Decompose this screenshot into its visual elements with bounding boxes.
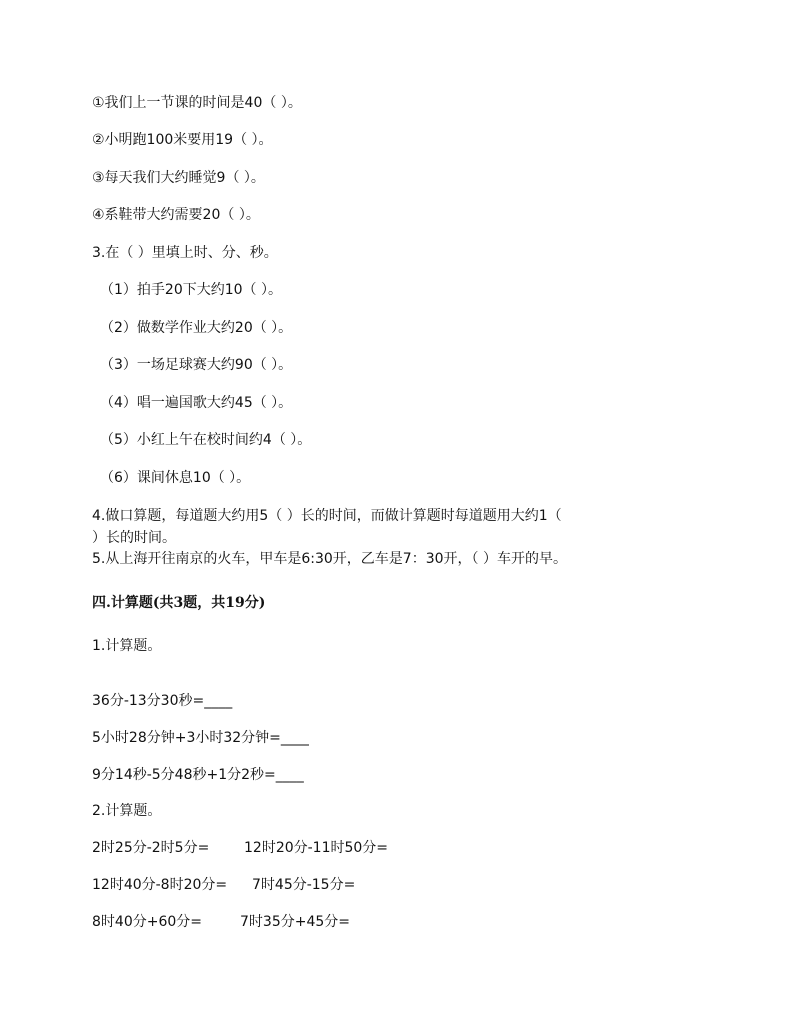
question-5: 5.从上海开往南京的火车，甲车是6:30开，乙车是7：30开，（ ）车开的早。 <box>92 551 567 567</box>
fill-item-2: ②小明跑100米要用19（ ）。 <box>92 132 273 148</box>
section-4-heading: 四.计算题(共3题，共19分) <box>92 595 266 611</box>
question-4-line-2: ）长的时间。 <box>92 530 176 546</box>
question-3-item-1: （1）拍手20下大约10（ ）。 <box>100 282 282 298</box>
calc-question-1-title: 1.计算题。 <box>92 638 162 654</box>
calc-row-2-left: 12时40分-8时20分= <box>92 877 228 893</box>
question-4-line-1: 4.做口算题，每道题大约用5（ ）长的时间，而做计算题时每道题用大约1（ <box>92 508 562 524</box>
calc-item-3: 9分14秒-5分48秒+1分2秒=____ <box>92 767 304 783</box>
question-3-item-4: （4）唱一遍国歌大约45（ ）。 <box>100 395 293 411</box>
calc-question-2-title: 2.计算题。 <box>92 803 162 819</box>
fill-item-4: ④系鞋带大约需要20（ ）。 <box>92 207 260 223</box>
calc-row-1 <box>92 839 389 857</box>
calc-row-3-left: 8时40分+60分= <box>92 914 202 930</box>
calc-item-2: 5小时28分钟+3小时32分钟=____ <box>92 730 309 746</box>
calc-row-3-right: 7时35分+45分= <box>240 914 350 930</box>
calc-row-2 <box>92 876 356 894</box>
fill-item-3: ③每天我们大约睡觉9（ ）。 <box>92 170 265 186</box>
calc-row-1-right: 12时20分-11时50分= <box>244 840 389 856</box>
question-3-item-6: （6）课间休息10（ ）。 <box>100 470 251 486</box>
question-3-item-5: （5）小红上午在校时间约4（ ）。 <box>100 432 312 448</box>
calc-item-1: 36分-13分30秒=____ <box>92 693 233 709</box>
calc-row-1-left: 2时25分-2时5分= <box>92 840 210 856</box>
fill-item-1: ①我们上一节课的时间是40（ ）。 <box>92 95 302 111</box>
calc-row-3 <box>92 913 350 931</box>
question-3-title: 3.在（ ）里填上时、分、秒。 <box>92 245 278 261</box>
question-3-item-2: （2）做数学作业大约20（ ）。 <box>100 320 293 336</box>
calc-row-2-right: 7时45分-15分= <box>252 877 356 893</box>
question-3-item-3: （3）一场足球赛大约90（ ）。 <box>100 357 293 373</box>
